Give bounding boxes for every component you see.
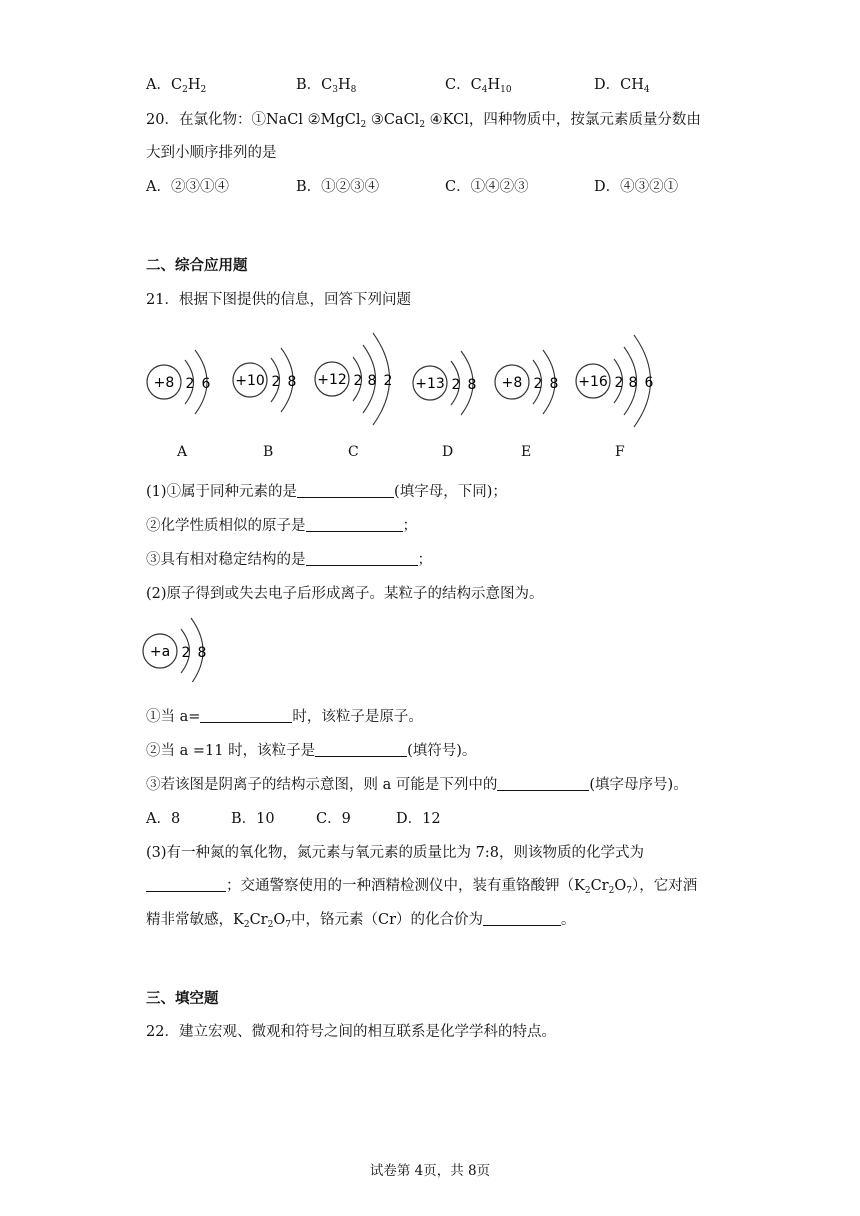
atom-c-nucleus: +12 [317, 372, 347, 388]
q20-option-c: C．①④②③ [445, 179, 529, 195]
q21-part3-line1: (3)有一种氮的氧化物，氮元素与氧元素的质量比为 7:8，则该物质的化学式为 [146, 845, 644, 861]
atom-structure-diagrams [140, 325, 680, 440]
q21-part2-3: ③若该图是阴离子的结构示意图，则 a 可能是下列中的 (填字母序号)。 [146, 777, 688, 793]
atom-d [413, 351, 476, 415]
q19-option-a: A．$C_2H_2$ [146, 77, 207, 95]
svg-text:8: 8 [549, 376, 559, 392]
atom-f [576, 335, 654, 427]
atom-c [315, 333, 392, 425]
atom-label-c: C [348, 444, 359, 460]
atom-label-f: F [615, 444, 625, 460]
svg-text:2: 2 [353, 373, 363, 389]
section-title-3: 三、填空题 [146, 990, 219, 1007]
ion-nucleus: +a [149, 644, 171, 660]
svg-text:8: 8 [467, 377, 477, 393]
svg-text:6: 6 [644, 375, 654, 391]
svg-text:2: 2 [181, 645, 191, 661]
q21-part3-line2: ；交通警察使用的一种酒精检测仪中，装有重铬酸钾$(K_2Cr_2O_7)$，它对酒 [146, 874, 697, 896]
atom-label-d: D [442, 444, 454, 460]
svg-text:6: 6 [201, 376, 211, 392]
answer-blank[interactable] [497, 776, 589, 791]
svg-text:8: 8 [197, 645, 207, 661]
answer-blank[interactable] [483, 911, 561, 926]
q19-option-d: D．$CH_4$ [594, 77, 650, 95]
q21-part1-2: ②化学性质相似的原子是 ； [146, 518, 417, 534]
svg-text:2: 2 [614, 375, 624, 391]
q20-option-a: A．②③①④ [146, 179, 229, 195]
q21-part3-line3: 精非常敏感，$K_2Cr_2O_7$中，铬元素（Cr）的化合价为 。 [146, 912, 576, 930]
q21-part2-option-d: D．12 [396, 811, 441, 827]
atom-label-b: B [263, 444, 274, 460]
atom-label-a: A [177, 444, 188, 460]
svg-text:2: 2 [451, 377, 461, 393]
q21-part2-option-b: B．10 [231, 811, 275, 827]
q21-part2-1: ①当 a= 时，该粒子是原子。 [146, 709, 423, 725]
q20-option-b: B．①②③④ [296, 179, 380, 195]
atom-e-nucleus: +8 [501, 375, 523, 391]
q20-stem-line2: 大到小顺序排列的是 [146, 145, 277, 161]
atom-e [495, 350, 558, 414]
page-footer: 试卷第 4页，共 8页 [369, 1163, 491, 1179]
svg-text:2: 2 [533, 376, 543, 392]
svg-text:8: 8 [287, 374, 297, 390]
atom-label-e: E [521, 444, 532, 460]
answer-blank[interactable] [306, 551, 418, 566]
answer-blank[interactable] [306, 517, 403, 532]
svg-text:2: 2 [383, 373, 393, 389]
section-title-2: 二、综合应用题 [146, 257, 248, 274]
atom-a [147, 350, 211, 414]
ion-structure-diagram [140, 612, 220, 682]
q21-part1-1: (1)①属于同种元素的是 (填字母，下同)； [146, 484, 507, 500]
answer-blank[interactable] [200, 708, 292, 723]
q20-stem-line1: 20．在氯化物：①NaCl ②MgCl$_2$ ③CaCl$_2$ ④KCl，四种物质中，按氯元素质量分数由 [146, 112, 701, 130]
svg-text:2: 2 [271, 374, 281, 390]
answer-blank[interactable] [297, 483, 394, 498]
q20-option-d: D．④③②① [594, 179, 679, 195]
atom-f-nucleus: +16 [578, 374, 608, 390]
atom-d-nucleus: +13 [415, 376, 445, 392]
svg-text:2: 2 [185, 376, 195, 392]
q21-intro: 21．根据下图提供的信息，回答下列问题 [146, 292, 411, 308]
atom-a-nucleus: +8 [153, 375, 175, 391]
q21-part2-option-a: A．8 [146, 811, 181, 827]
q22-stem: 22．建立宏观、微观和符号之间的相互联系是化学学科的特点。 [146, 1024, 556, 1040]
answer-blank[interactable] [315, 742, 407, 757]
q21-part1-3: ③具有相对稳定结构的是 ； [146, 552, 432, 568]
q19-option-c: C．$C_4H_{10}$ [445, 77, 512, 95]
q21-part2-intro: (2)原子得到或失去电子后形成离子。某粒子的结构示意图为。 [146, 586, 544, 602]
svg-text:8: 8 [367, 373, 377, 389]
q19-option-b: B．$C_3H_8$ [296, 77, 357, 95]
svg-text:8: 8 [628, 375, 638, 391]
answer-blank[interactable] [146, 877, 226, 892]
q21-part2-option-c: C．9 [316, 811, 351, 827]
atom-b-nucleus: +10 [235, 373, 265, 389]
q21-part2-2: ②当 a =11 时，该粒子是 (填符号)。 [146, 743, 477, 759]
atom-b [233, 348, 296, 412]
